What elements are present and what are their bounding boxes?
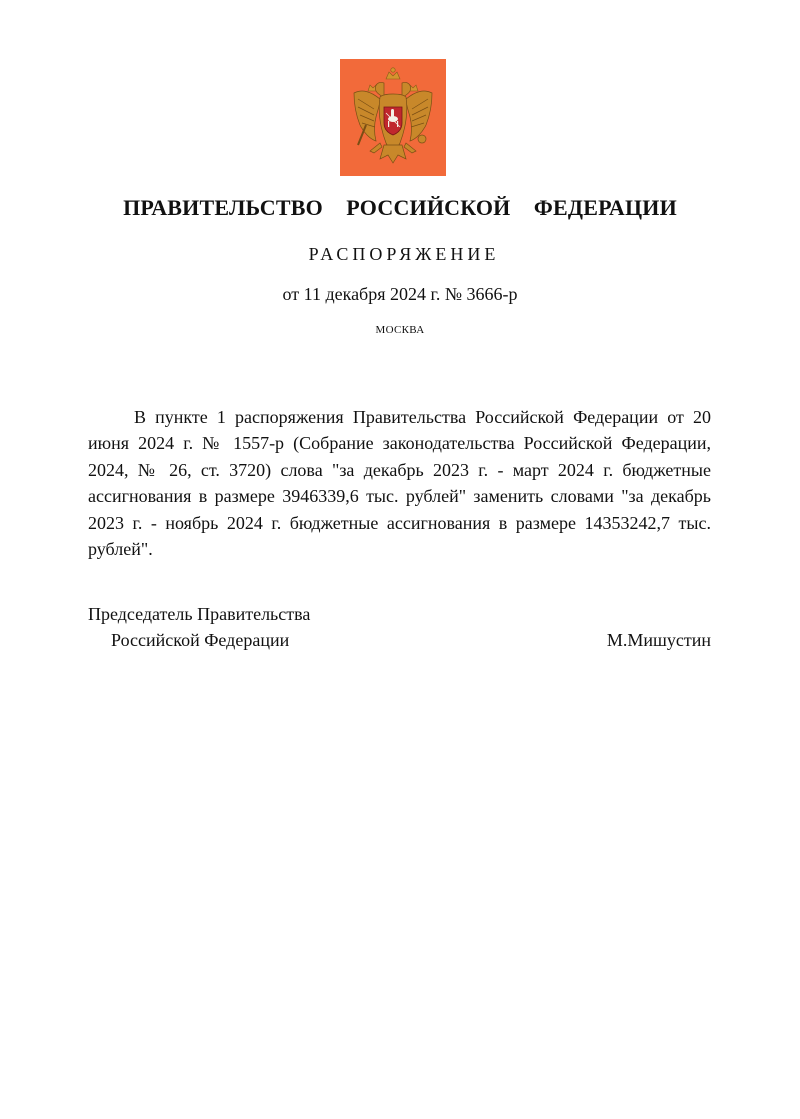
- signatory-name: М.Мишустин: [606, 630, 711, 650]
- government-title: ПРАВИТЕЛЬСТВО РОССИЙСКОЙ ФЕДЕРАЦИИ: [123, 195, 677, 220]
- signatory-title-line1: Председатель Правительства: [88, 604, 311, 624]
- document-date-number: от 11 декабря 2024 г. № 3666-р: [282, 284, 518, 304]
- signatory-title-line2: Российской Федерации: [111, 630, 290, 650]
- signatory-title: [88, 601, 428, 653]
- order-paragraph: В пункте 1 распоряжения Правительства Российской Федерации от 20 июня 2024 г. № 1557-р (Собрание законодательства Российской Федерации, 2024, № 26, ст. 3720) слова "за декабрь 2023 г. - март 2024 г. бюджетные ассигнования в размере 3946339,6 тыс. рублей" заменить словами "за декабрь 2023 г. - ноябрь 2024 г. бюджетные ассигнования в размере 14353242,7 тыс. рублей".: [88, 407, 711, 560]
- document-city: МОСКВА: [375, 324, 425, 336]
- document-type: РАСПОРЯЖЕНИЕ: [308, 244, 500, 264]
- russian-coat-of-arms-icon: [340, 59, 446, 176]
